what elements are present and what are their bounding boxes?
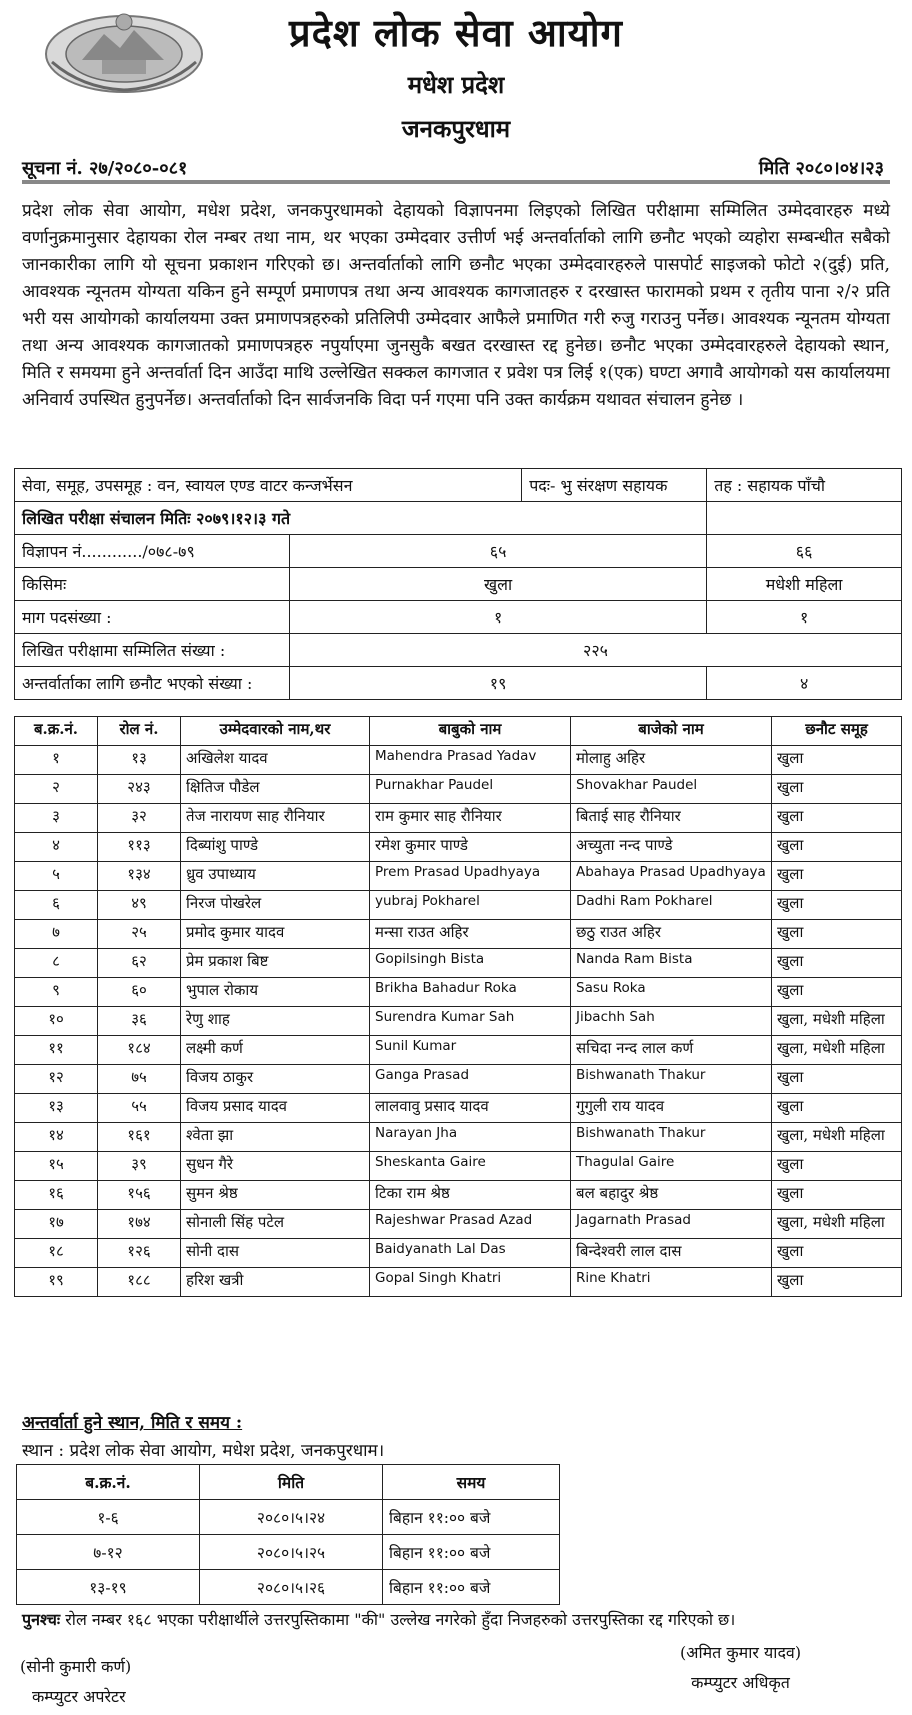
grandfather-name: Rine Khatri <box>571 1268 772 1297</box>
table-row <box>15 891 902 920</box>
father-name: Baidyanath Lal Das <box>370 1239 571 1268</box>
candidate-name: सोनी दास <box>181 1239 370 1268</box>
service-group: सेवा, समूह, उपसमूह : वन, स्वायल एण्ड वाटर कन्जर्भेसन <box>15 469 522 502</box>
selected-label: अन्तर्वार्ताका लागि छनौट भएको संख्या : <box>15 667 290 700</box>
table-header-row <box>17 1465 560 1500</box>
notice-date: मिति २०८०।०४।२३ <box>758 158 884 179</box>
note-text: रोल नम्बर १६८ भएका परीक्षार्थीले उत्तरपुस्तिकामा "की" उल्लेख नगरेको हुँदा निजहरुको उत्तरपुस्तिका रद्द गरिएको छ। <box>65 1610 736 1629</box>
father-name: Mahendra Prasad Yadav <box>370 746 571 775</box>
table-row <box>15 601 902 634</box>
table-row <box>15 568 902 601</box>
selection-group: खुला <box>772 862 902 891</box>
roll-no: ६२ <box>98 949 181 978</box>
post-name: पदः- भु संरक्षण सहायक <box>522 469 707 502</box>
table-row <box>15 1268 902 1297</box>
candidate-name: प्रेम प्रकाश बिष्ट <box>181 949 370 978</box>
sched-date: २०८०।५।२६ <box>200 1570 383 1605</box>
selection-group: खुला <box>772 1181 902 1210</box>
grandfather-name: Bishwanath Thakur <box>571 1123 772 1152</box>
sched-date: २०८०।५।२५ <box>200 1535 383 1570</box>
table-row <box>15 920 902 949</box>
grandfather-name: Jagarnath Prasad <box>571 1210 772 1239</box>
father-name: मन्सा राउत अहिर <box>370 920 571 949</box>
grandfather-name: मोलाहु अहिर <box>571 746 772 775</box>
schedule-heading: अन्तर्वार्ता हुने स्थान, मिति र समय : <box>22 1413 243 1433</box>
empty-cell <box>707 502 902 535</box>
serial-no: ११ <box>15 1036 98 1065</box>
candidates-body <box>15 746 902 1297</box>
selection-group: खुला, मधेशी महिला <box>772 1210 902 1239</box>
exam-date: लिखित परीक्षा संचालन मितिः २०७९।१२।३ गते <box>15 502 707 535</box>
province-name: मधेश प्रदेश <box>407 70 505 99</box>
candidate-name: सुमन श्रेष्ठ <box>181 1181 370 1210</box>
father-name: Purnakhar Paudel <box>370 775 571 804</box>
selection-group: खुला <box>772 1152 902 1181</box>
roll-no: १२६ <box>98 1239 181 1268</box>
appeared-label: लिखित परीक्षामा सम्मिलित संख्या : <box>15 634 290 667</box>
signer-name: (सोनी कुमारी कर्ण) <box>20 1657 132 1676</box>
demand-a: १ <box>290 601 707 634</box>
table-row <box>15 634 902 667</box>
col-header: मिति <box>200 1465 383 1500</box>
selection-group: खुला, मधेशी महिला <box>772 1007 902 1036</box>
serial-no: ९ <box>15 978 98 1007</box>
candidate-name: अखिलेश यादव <box>181 746 370 775</box>
col-header: रोल नं. <box>98 717 181 746</box>
father-name: टिका राम श्रेष्ठ <box>370 1181 571 1210</box>
grandfather-name: Thagulal Gaire <box>571 1152 772 1181</box>
roll-no: २५ <box>98 920 181 949</box>
exam-info-table <box>14 468 902 700</box>
schedule-place: स्थान : प्रदेश लोक सेवा आयोग, मधेश प्रदेश, जनकपुरधाम। <box>22 1441 385 1461</box>
candidate-name: लक्ष्मी कर्ण <box>181 1036 370 1065</box>
roll-no: १५६ <box>98 1181 181 1210</box>
serial-no: ६ <box>15 891 98 920</box>
table-row <box>15 535 902 568</box>
type-b: मधेशी महिला <box>707 568 902 601</box>
roll-no: १६१ <box>98 1123 181 1152</box>
selection-group: खुला <box>772 891 902 920</box>
table-row <box>15 1123 902 1152</box>
candidate-name: सोनाली सिंह पटेल <box>181 1210 370 1239</box>
candidate-name: ध्रुव उपाध्याय <box>181 862 370 891</box>
table-row <box>15 804 902 833</box>
roll-no: १८८ <box>98 1268 181 1297</box>
table-row <box>17 1570 560 1605</box>
serial-no: १२ <box>15 1065 98 1094</box>
table-header-row <box>15 717 902 746</box>
advert-b: ६६ <box>707 535 902 568</box>
roll-no: १८४ <box>98 1036 181 1065</box>
schedule-table <box>16 1464 560 1605</box>
grandfather-name: Nanda Ram Bista <box>571 949 772 978</box>
table-row <box>15 746 902 775</box>
col-header: छनौट समूह <box>772 717 902 746</box>
father-name: राम कुमार साह रौनियार <box>370 804 571 833</box>
grandfather-name: गुगुली राय यादव <box>571 1094 772 1123</box>
appeared-count: २२५ <box>290 634 902 667</box>
father-name: Sheskanta Gaire <box>370 1152 571 1181</box>
divider <box>22 180 890 184</box>
intro-paragraph: प्रदेश लोक सेवा आयोग, मधेश प्रदेश, जनकपुरधामको देहायको विज्ञापनमा लिइएको लिखित परीक्षामा सम्मिलित उम्मेदवारहरु मध्ये वर्णानुक्रमानुसार देहायका रोल नम्बर तथा नाम, थर भएका उम्मेदवार उत्तीर्ण भई अन्तर्वार्ताको लागि छनौट भएको व्यहोरा सम्बन्धीत सबैको जानकारीका लागि यो सूचना प्रकाशन गरिएको छ। अन्तर्वार्ताको लागि छनौट भएका उम्मेदवारहरुले पासपोर्ट साइजको फोटो २(दुई) प्रति, आवश्यक न्यूनतम योग्यता यकिन हुने सम्पूर्ण प्रमाणपत्र तथा अन्य आवश्यक कागजातहरु र दरखास्त फारामको प्रथम र तृतीय पाना २/२ प्रति भरी यस आयोगको कार्यालयमा उक्त प्रमाणपत्रहरुको प्रतिलिपी उम्मेदवार आफैले प्रमाणित गरी रुजु गराउनु पर्नेछ। आवश्यक न्यूनतम योग्यता तथा अन्य आवश्यक कागजातको प्रमाणपत्रहरु नपुर्याएमा जुनसुकै बखत दरखास्त रद्द हुनेछ। छनौट भएका उम्मेदवारहरुले देहायको स्थान, मिति र समयमा हुने अन्तर्वार्ता दिन आउँदा माथि उल्लेखित सक्कल कागजात र प्रवेश पत्र लिई १(एक) घण्टा अगावै आयोगको यस कार्यालयमा अनिवार्य उपस्थित हुनुपर्नेछ। अन्तर्वार्ताको दिन सार्वजनकि विदा पर्न गएमा पनि उक्त कार्यक्रम यथावत संचालन हुनेछ । <box>22 201 890 410</box>
selection-group: खुला <box>772 833 902 862</box>
sched-time: बिहान ११:०० बजे <box>383 1570 560 1605</box>
grandfather-name: बल बहादुर श्रेष्ठ <box>571 1181 772 1210</box>
grandfather-name: छठु राउत अहिर <box>571 920 772 949</box>
signature-left <box>20 1652 131 1712</box>
grandfather-name: बिन्देश्वरी लाल दास <box>571 1239 772 1268</box>
father-name: Brikha Bahadur Roka <box>370 978 571 1007</box>
candidate-name: दिब्यांशु पाण्डे <box>181 833 370 862</box>
col-header: ब.क्र.नं. <box>17 1465 200 1500</box>
candidate-name: विजय ठाकुर <box>181 1065 370 1094</box>
selection-group: खुला, मधेशी महिला <box>772 1123 902 1152</box>
grandfather-name: Bishwanath Thakur <box>571 1065 772 1094</box>
grandfather-name: Shovakhar Paudel <box>571 775 772 804</box>
page-title: प्रदेश लोक सेवा आयोग <box>289 10 623 55</box>
candidate-name: भुपाल रोकाय <box>181 978 370 1007</box>
table-row <box>15 469 902 502</box>
selection-group: खुला <box>772 746 902 775</box>
father-name: Prem Prasad Upadhyaya <box>370 862 571 891</box>
col-header: बाबुको नाम <box>370 717 571 746</box>
father-name: Narayan Jha <box>370 1123 571 1152</box>
roll-no: १७४ <box>98 1210 181 1239</box>
selection-group: खुला <box>772 1239 902 1268</box>
father-name: लालवावु प्रसाद यादव <box>370 1094 571 1123</box>
notice-number: सूचना नं. २७/२०८०-०८१ <box>22 158 188 179</box>
table-row <box>15 862 902 891</box>
table-row <box>15 667 902 700</box>
sched-date: २०८०।५।२४ <box>200 1500 383 1535</box>
serial-no: १४ <box>15 1123 98 1152</box>
col-header: बाजेको नाम <box>571 717 772 746</box>
selection-group: खुला, मधेशी महिला <box>772 1036 902 1065</box>
table-row <box>15 1094 902 1123</box>
father-name: Ganga Prasad <box>370 1065 571 1094</box>
city-name: जनकपुरधाम <box>401 114 511 143</box>
serial-no: १५ <box>15 1152 98 1181</box>
table-row <box>15 1210 902 1239</box>
sched-time: बिहान ११:०० बजे <box>383 1500 560 1535</box>
father-name: रमेश कुमार पाण्डे <box>370 833 571 862</box>
col-header: समय <box>383 1465 560 1500</box>
signer-name: (अमित कुमार यादव) <box>680 1643 802 1662</box>
selection-group: खुला <box>772 804 902 833</box>
table-row <box>17 1535 560 1570</box>
col-header: ब.क्र.नं. <box>15 717 98 746</box>
selected-b: ४ <box>707 667 902 700</box>
serial-no: ५ <box>15 862 98 891</box>
roll-no: २४३ <box>98 775 181 804</box>
grandfather-name: Abahaya Prasad Upadhyaya <box>571 862 772 891</box>
col-header: उम्मेदवारको नाम,थर <box>181 717 370 746</box>
candidate-name: श्वेता झा <box>181 1123 370 1152</box>
selection-group: खुला <box>772 1268 902 1297</box>
father-name: Sunil Kumar <box>370 1036 571 1065</box>
type-label: किसिमः <box>15 568 290 601</box>
grandfather-name: सचिदा नन्द लाल कर्ण <box>571 1036 772 1065</box>
father-name: Gopilsingh Bista <box>370 949 571 978</box>
roll-no: ४९ <box>98 891 181 920</box>
selection-group: खुला <box>772 1065 902 1094</box>
table-row <box>15 1181 902 1210</box>
grandfather-name: Jibachh Sah <box>571 1007 772 1036</box>
table-row <box>15 1239 902 1268</box>
table-row <box>15 1152 902 1181</box>
table-row <box>15 1036 902 1065</box>
serial-no: ३ <box>15 804 98 833</box>
candidate-name: विजय प्रसाद यादव <box>181 1094 370 1123</box>
serial-no: १० <box>15 1007 98 1036</box>
signature-right <box>680 1638 801 1698</box>
advert-a: ६५ <box>290 535 707 568</box>
roll-no: ३६ <box>98 1007 181 1036</box>
sched-range: १३-१९ <box>17 1570 200 1605</box>
grandfather-name: बिताई साह रौनियार <box>571 804 772 833</box>
signer-title: कम्प्युटर अपरेटर <box>32 1687 126 1706</box>
selection-group: खुला <box>772 1094 902 1123</box>
serial-no: १३ <box>15 1094 98 1123</box>
signer-title: कम्प्युटर अधिकृत <box>691 1673 790 1692</box>
note-label: पुनश्चः <box>22 1610 61 1629</box>
roll-no: ३९ <box>98 1152 181 1181</box>
serial-no: १ <box>15 746 98 775</box>
selected-a: १९ <box>290 667 707 700</box>
roll-no: ११३ <box>98 833 181 862</box>
roll-no: ५५ <box>98 1094 181 1123</box>
postscript-note <box>22 1608 902 1630</box>
selection-group: खुला <box>772 920 902 949</box>
serial-no: १६ <box>15 1181 98 1210</box>
serial-no: १८ <box>15 1239 98 1268</box>
table-row <box>15 949 902 978</box>
serial-no: १९ <box>15 1268 98 1297</box>
serial-no: ७ <box>15 920 98 949</box>
roll-no: ३२ <box>98 804 181 833</box>
candidate-name: निरज पोखरेल <box>181 891 370 920</box>
grandfather-name: अच्युता नन्द पाण्डे <box>571 833 772 862</box>
table-row <box>15 1065 902 1094</box>
table-row <box>15 1007 902 1036</box>
selection-group: खुला <box>772 949 902 978</box>
sched-range: ७-१२ <box>17 1535 200 1570</box>
roll-no: १३४ <box>98 862 181 891</box>
serial-no: २ <box>15 775 98 804</box>
serial-no: ४ <box>15 833 98 862</box>
table-row <box>17 1500 560 1535</box>
roll-no: ६० <box>98 978 181 1007</box>
selection-group: खुला <box>772 978 902 1007</box>
roll-no: ७५ <box>98 1065 181 1094</box>
father-name: Gopal Singh Khatri <box>370 1268 571 1297</box>
serial-no: ८ <box>15 949 98 978</box>
type-a: खुला <box>290 568 707 601</box>
table-row <box>15 978 902 1007</box>
advert-label: विज्ञापन नं............/०७८-७९ <box>15 535 290 568</box>
sched-time: बिहान ११:०० बजे <box>383 1535 560 1570</box>
post-level: तह : सहायक पाँचौ <box>707 469 902 502</box>
demand-b: १ <box>707 601 902 634</box>
candidate-name: रेणु शाह <box>181 1007 370 1036</box>
header <box>0 0 912 150</box>
candidate-name: हरिश खत्री <box>181 1268 370 1297</box>
roll-no: १३ <box>98 746 181 775</box>
candidate-name: तेज नारायण साह रौनियार <box>181 804 370 833</box>
candidate-name: क्षितिज पौडेल <box>181 775 370 804</box>
sched-range: १-६ <box>17 1500 200 1535</box>
grandfather-name: Dadhi Ram Pokharel <box>571 891 772 920</box>
father-name: yubraj Pokharel <box>370 891 571 920</box>
serial-no: १७ <box>15 1210 98 1239</box>
candidate-name: सुधन गैरे <box>181 1152 370 1181</box>
demand-label: माग पदसंख्या : <box>15 601 290 634</box>
table-row <box>15 833 902 862</box>
selection-group: खुला <box>772 775 902 804</box>
table-row <box>15 502 902 535</box>
father-name: Surendra Kumar Sah <box>370 1007 571 1036</box>
grandfather-name: Sasu Roka <box>571 978 772 1007</box>
table-row <box>15 775 902 804</box>
candidate-name: प्रमोद कुमार यादव <box>181 920 370 949</box>
candidates-table <box>14 716 902 1297</box>
father-name: Rajeshwar Prasad Azad <box>370 1210 571 1239</box>
